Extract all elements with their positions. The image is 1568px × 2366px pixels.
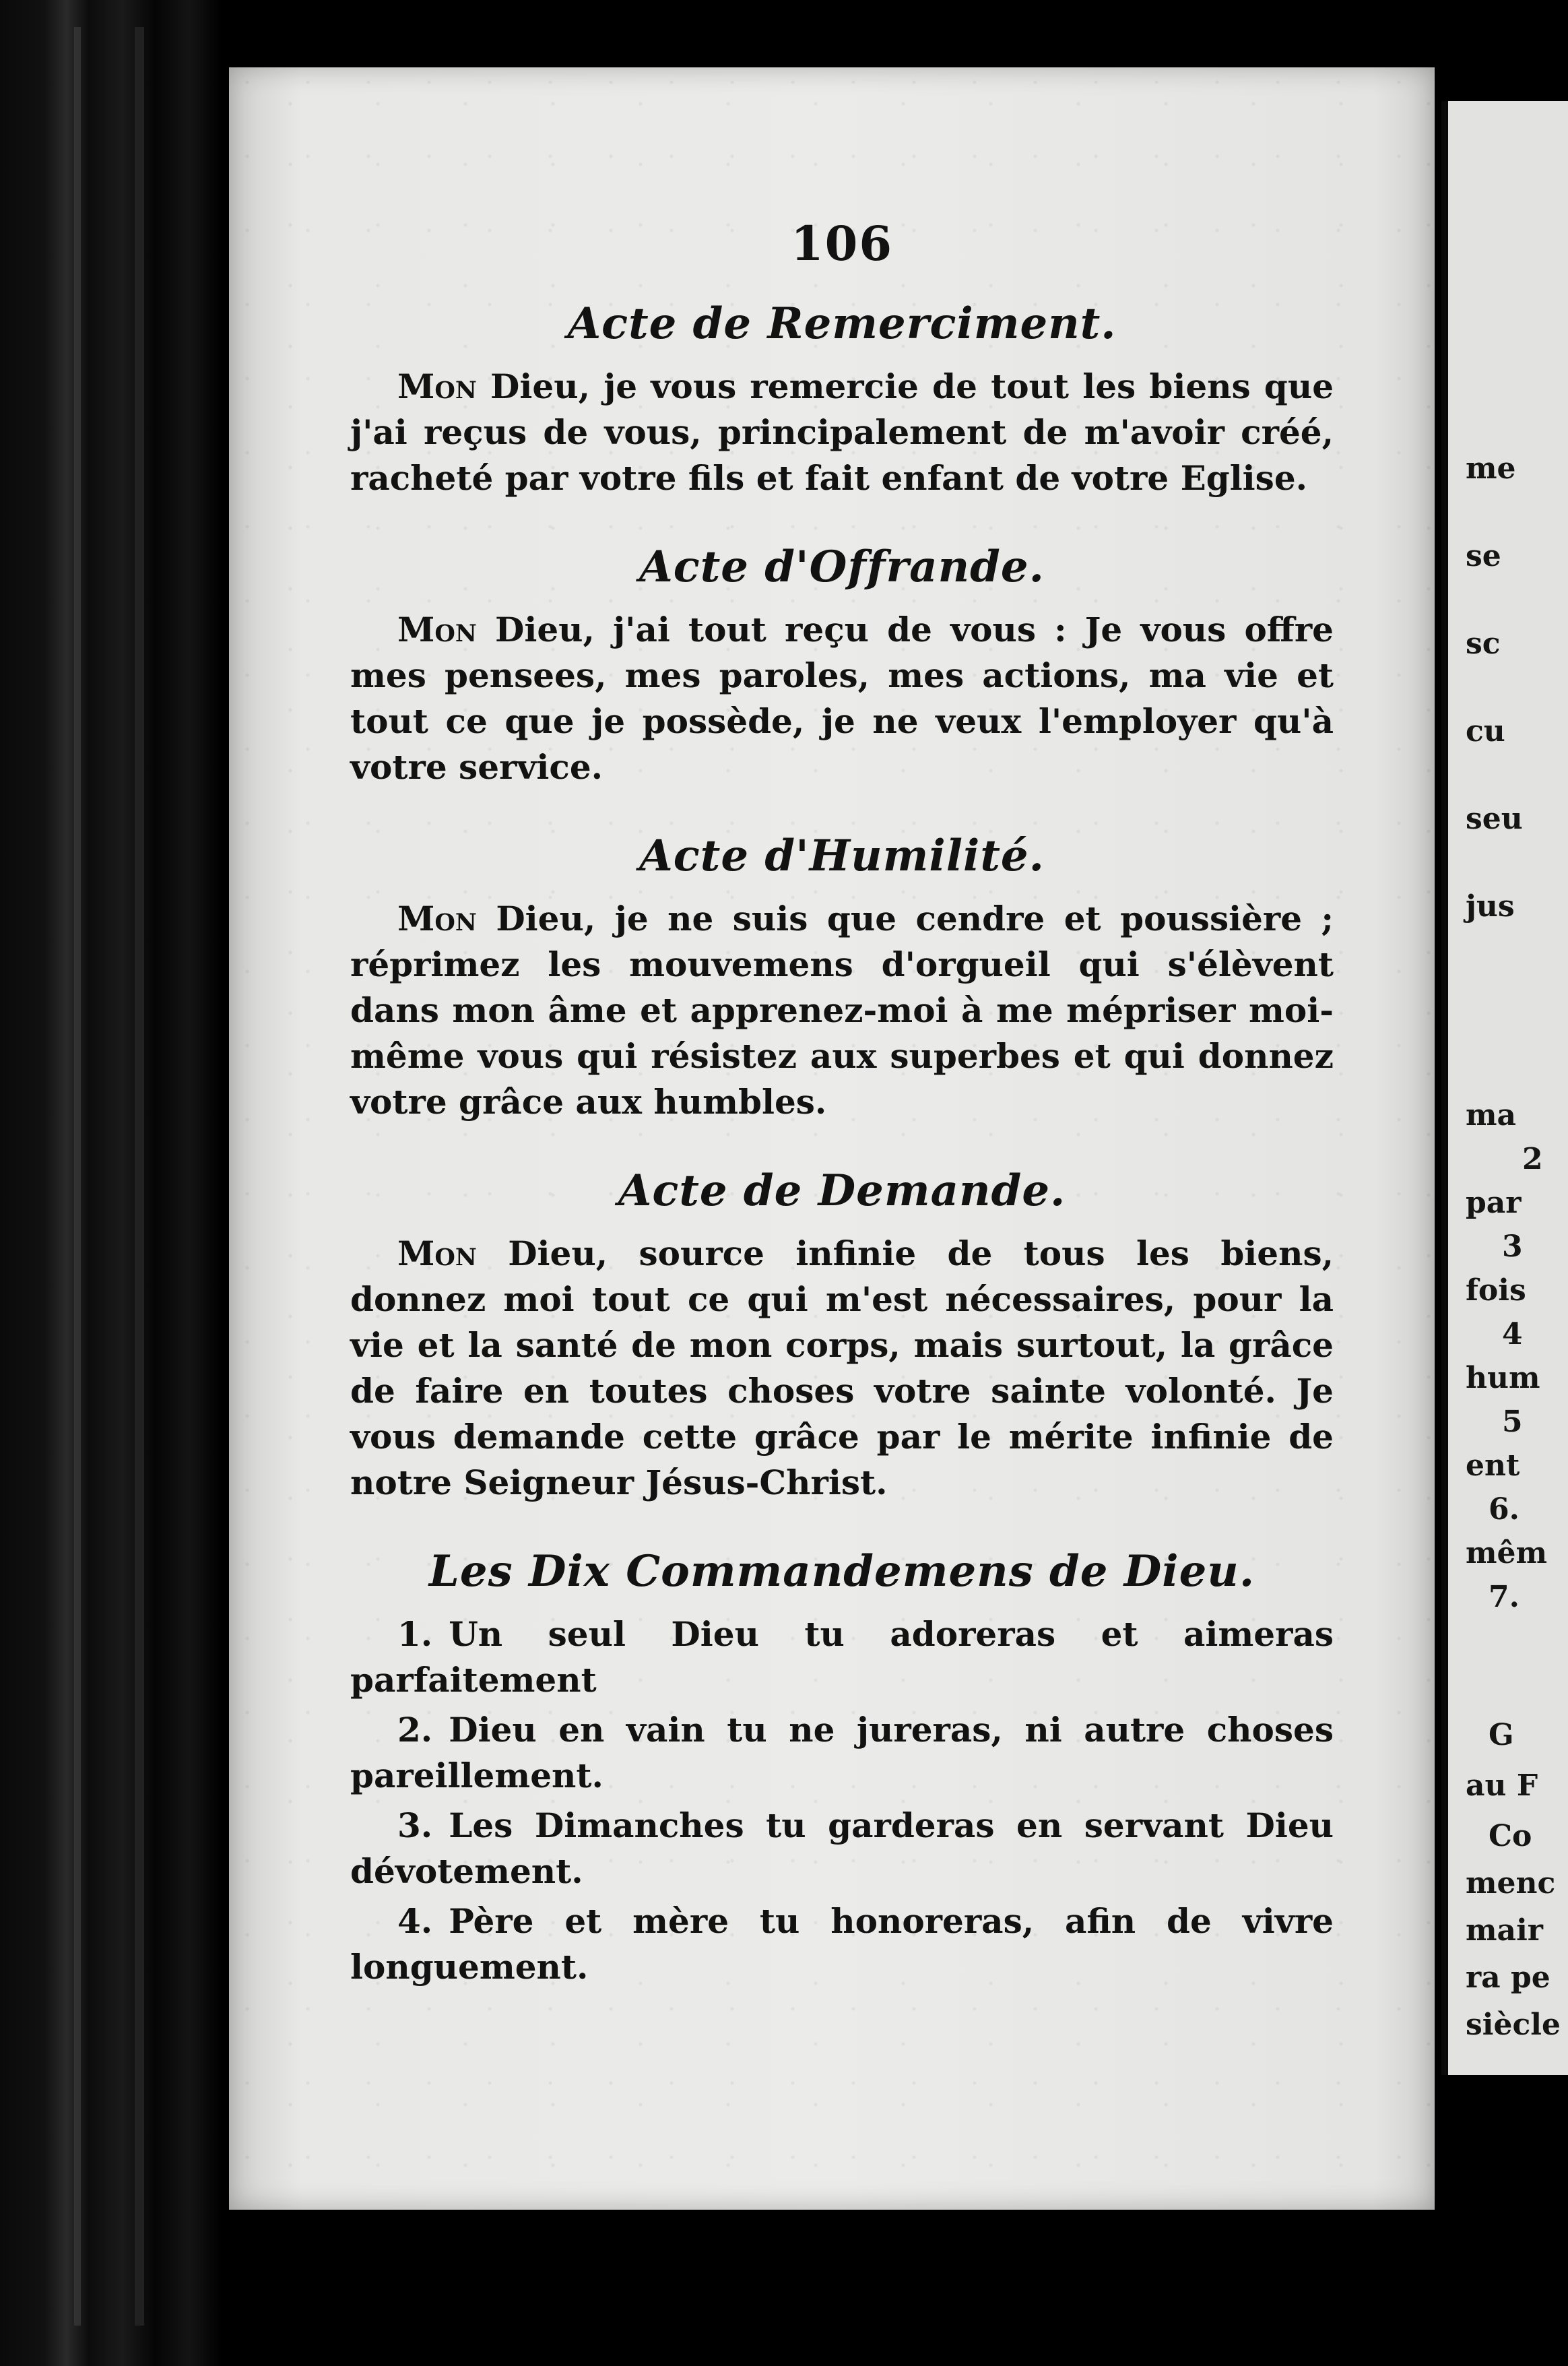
facing-fragment: seu xyxy=(1466,802,1523,836)
commandment-item xyxy=(350,1707,1334,1799)
section-offrande xyxy=(350,542,1334,790)
prayer-text: Dieu, je vous remercie de tout les biens que j'ai reçus de vous, principalement de m'avoir créé, racheté par votre fils et fait enfant de votre Eglise. xyxy=(350,366,1334,498)
page-text xyxy=(350,216,1334,1994)
section-heading: Acte d'Offrande. xyxy=(639,542,1045,592)
section-heading: Acte de Remerciment. xyxy=(567,298,1117,349)
facing-fragment: 6. xyxy=(1489,1492,1520,1527)
commandment-text: Les Dimanches tu garderas en servant Dieu dévotement. xyxy=(350,1805,1334,1891)
facing-fragment: 5 xyxy=(1502,1405,1523,1439)
commandment-text: Un seul Dieu tu adoreras et aimeras parfaitement xyxy=(350,1614,1334,1700)
facing-fragment: sc xyxy=(1466,627,1501,661)
commandment-number: 3. xyxy=(397,1805,433,1845)
commandment-number: 4. xyxy=(397,1901,433,1941)
commandment-item xyxy=(350,1803,1334,1894)
prayer-paragraph xyxy=(350,1231,1334,1506)
facing-fragment: 7. xyxy=(1489,1580,1520,1614)
facing-fragment: 3 xyxy=(1502,1229,1523,1264)
facing-fragment: ra pe xyxy=(1466,1960,1550,1995)
facing-fragment: jus xyxy=(1466,889,1515,924)
prayer-text: Dieu, source infinie de tous les biens, donnez moi tout ce qui m'est nécessaires, pour la vie et la santé de mon corps, mais surtout, la grâce de faire en toutes choses votre sainte volonté. Je vous demande cette grâce par le mérite infinie de notre Seigneur Jésus-Christ. xyxy=(350,1234,1334,1502)
prayer-paragraph xyxy=(350,364,1334,501)
facing-fragment: menc xyxy=(1466,1866,1556,1900)
facing-fragment: 2 xyxy=(1522,1142,1543,1176)
binding-stripe xyxy=(74,27,81,2326)
section-humilite xyxy=(350,831,1334,1125)
facing-fragment: ma xyxy=(1466,1098,1517,1132)
commandment-text: Père et mère tu honoreras, afin de vivre longuement. xyxy=(350,1901,1334,1987)
lead-word: Mon xyxy=(397,610,477,649)
facing-fragment: G xyxy=(1489,1718,1514,1752)
binding-stripe xyxy=(135,27,144,2326)
section-heading: Acte de Demande. xyxy=(618,1165,1066,1216)
prayer-paragraph xyxy=(350,607,1334,790)
book-binding-edge xyxy=(0,0,222,2366)
facing-fragment: fois xyxy=(1466,1273,1526,1308)
prayer-text: Dieu, j'ai tout reçu de vous : Je vous offre mes pensees, mes paroles, mes actions, ma vie et tout ce que je possède, je ne veux l'employer qu'à votre service. xyxy=(350,610,1334,787)
facing-fragment: cu xyxy=(1466,714,1505,748)
page-number: 106 xyxy=(790,216,894,271)
facing-fragment: Co xyxy=(1489,1819,1532,1853)
facing-fragment: mêm xyxy=(1466,1536,1548,1570)
commandment-item xyxy=(350,1898,1334,1990)
commandment-item xyxy=(350,1611,1334,1703)
facing-fragment: hum xyxy=(1466,1361,1540,1395)
facing-fragment: se xyxy=(1466,539,1501,573)
commandment-text: Dieu en vain tu ne jureras, ni autre choses pareillement. xyxy=(350,1710,1334,1795)
section-remerciment xyxy=(350,298,1334,501)
commandment-number: 2. xyxy=(397,1710,433,1750)
lead-word: Mon xyxy=(397,899,477,938)
commandment-number: 1. xyxy=(397,1614,433,1654)
prayer-paragraph xyxy=(350,896,1334,1125)
section-heading: Les Dix Commandemens de Dieu. xyxy=(428,1546,1255,1597)
facing-fragment: ent xyxy=(1466,1448,1520,1483)
section-heading: Acte d'Humilité. xyxy=(639,831,1045,881)
facing-fragment: par xyxy=(1466,1186,1522,1220)
facing-fragment: 4 xyxy=(1502,1317,1523,1351)
facing-fragment: mair xyxy=(1466,1913,1543,1948)
section-demande xyxy=(350,1165,1334,1506)
section-commandments xyxy=(350,1546,1334,1990)
facing-fragment: au F xyxy=(1466,1768,1538,1803)
commandment-list xyxy=(350,1611,1334,1990)
lead-word: Mon xyxy=(397,1234,477,1273)
facing-page-edge xyxy=(1441,101,1568,2075)
facing-fragment: siècle xyxy=(1466,2008,1561,2042)
facing-fragment: me xyxy=(1466,451,1516,486)
prayer-text: Dieu, je ne suis que cendre et poussière ; réprimez les mouvemens d'orgueil qui s'élèvent dans mon âme et apprenez-moi à me mépriser moi-même vous qui résistez aux superbes et qui donnez votre grâce aux humbles. xyxy=(350,899,1334,1122)
lead-word: Mon xyxy=(397,366,477,406)
